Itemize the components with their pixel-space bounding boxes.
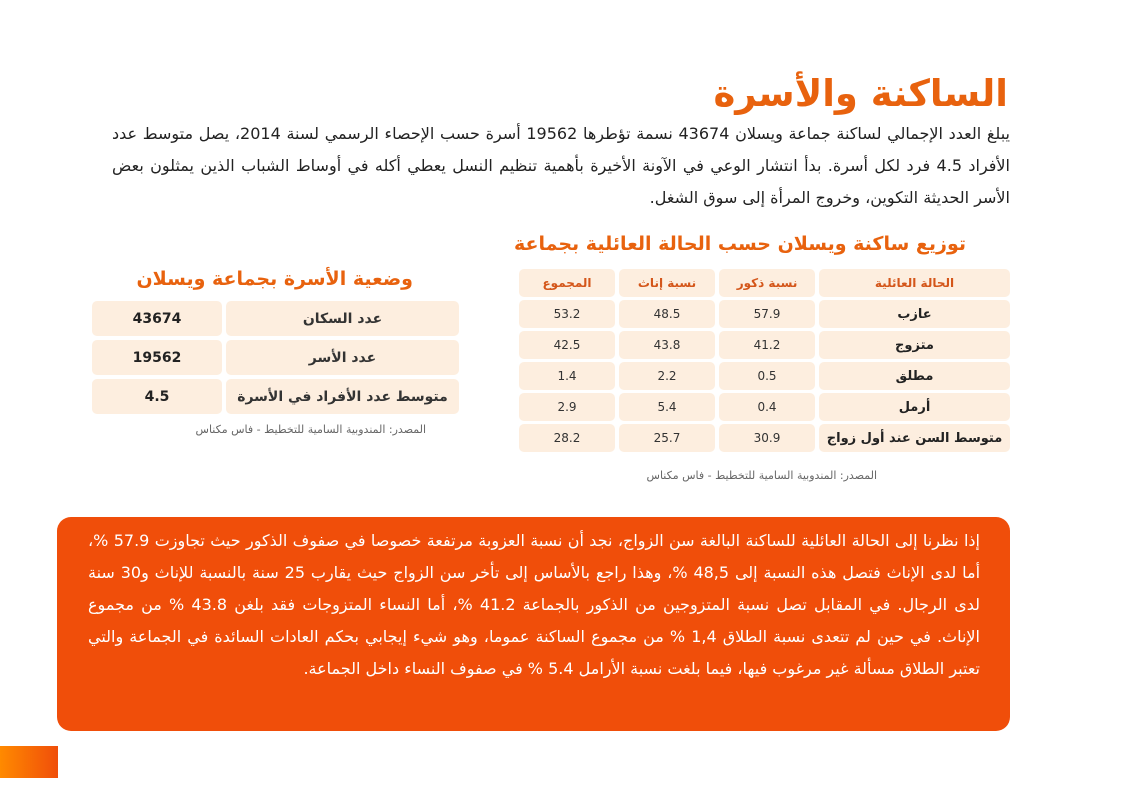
table-row: [516, 424, 1010, 452]
male-cell: 41.2: [719, 331, 815, 359]
total-cell: 28.2: [519, 424, 615, 452]
table-row: [516, 362, 1010, 390]
household-table: [92, 301, 459, 418]
column-header: نسبة إناث: [619, 269, 715, 297]
table-row: [516, 300, 1010, 328]
column-header: نسبة ذكور: [719, 269, 815, 297]
marital-source: المصدر: المندوبية السامية للتخطيط - فاس مكناس: [646, 469, 877, 482]
total-cell: 53.2: [519, 300, 615, 328]
table-row: [92, 301, 459, 336]
total-cell: 42.5: [519, 331, 615, 359]
household-table-title: وضعية الأسرة بجماعة ويسلان: [136, 268, 413, 290]
status-cell: متوسط السن عند أول زواج: [819, 424, 1010, 452]
household-label: متوسط عدد الأفراد في الأسرة: [226, 379, 459, 414]
household-label: عدد السكان: [226, 301, 459, 336]
intro-paragraph: يبلغ العدد الإجمالي لساكنة جماعة ويسلان 43674 نسمة تؤطرها 19562 أسرة حسب الإحصاء الرسمي لسنة 2014، يصل متوسط عدد الأفراد 4.5 فرد لكل أسرة. بدأ انتشار الوعي في الآونة الأخيرة بأهمية تنظيم النسل يعطي أكله في أوساط الشباب الذين يمثلون بعض الأسر الحديثة التكوين، وخروج المرأة إلى سوق الشغل.: [112, 124, 1011, 207]
male-cell: 0.4: [719, 393, 815, 421]
table-row: [516, 331, 1010, 359]
total-cell: 2.9: [519, 393, 615, 421]
table-header-row: [516, 269, 1010, 297]
table-row: [92, 340, 459, 375]
status-cell: مطلق: [819, 362, 1010, 390]
female-cell: 25.7: [619, 424, 715, 452]
table-row: [92, 379, 459, 414]
female-cell: 2.2: [619, 362, 715, 390]
marital-table-title: توزيع ساكنة ويسلان حسب الحالة العائلية بجماعة: [513, 233, 966, 255]
male-cell: 0.5: [719, 362, 815, 390]
male-cell: 30.9: [719, 424, 815, 452]
household-value: 4.5: [92, 379, 222, 414]
household-label: عدد الأسر: [226, 340, 459, 375]
total-cell: 1.4: [519, 362, 615, 390]
column-header: المجموع: [519, 269, 615, 297]
status-cell: عازب: [819, 300, 1010, 328]
table-row: [516, 393, 1010, 421]
male-cell: 57.9: [719, 300, 815, 328]
female-cell: 5.4: [619, 393, 715, 421]
household-value: 43674: [92, 301, 222, 336]
household-value: 19562: [92, 340, 222, 375]
highlight-text: إذا نظرنا إلى الحالة العائلية للساكنة البالغة سن الزواج، نجد أن نسبة العزوبة مرتفعة خصوصا في صفوف الذكور حيث تجاوزت 57.9 %، أما لدى الإناث فتصل هذه النسبة إلى 48,5 %، وهذا راجع بالأساس إلى تأخر سن الزواج حيث يقارب 25 سنة بالنسبة للإناث و30 سنة لدى الرجال. في المقابل تصل نسبة المتزوجين من الذكور بالجماعة 41.2 %، أما النساء المتزوجات فقد بلغن 43.8 % من مجموع الإناث. في حين لم تتعدى نسبة الطلاق 1,4 % من مجموع الساكنة عموما، وهو شيء إيجابي بحكم العادات السائدة في الجماعة والتي تعتبر الطلاق مسألة غير مرغوب فيها، فيما بلغت نسبة الأرامل 5.4 % في صفوف النساء داخل الجماعة.: [88, 531, 981, 678]
page-title: الساكنة والأسرة: [713, 72, 1008, 115]
column-header: الحالة العائلية: [819, 269, 1010, 297]
household-source: المصدر: المندوبية السامية للتخطيط - فاس مكناس: [195, 423, 426, 436]
marital-table: [516, 269, 1010, 455]
female-cell: 43.8: [619, 331, 715, 359]
female-cell: 48.5: [619, 300, 715, 328]
corner-decoration: [0, 746, 58, 778]
status-cell: أرمل: [819, 393, 1010, 421]
status-cell: متزوج: [819, 331, 1010, 359]
